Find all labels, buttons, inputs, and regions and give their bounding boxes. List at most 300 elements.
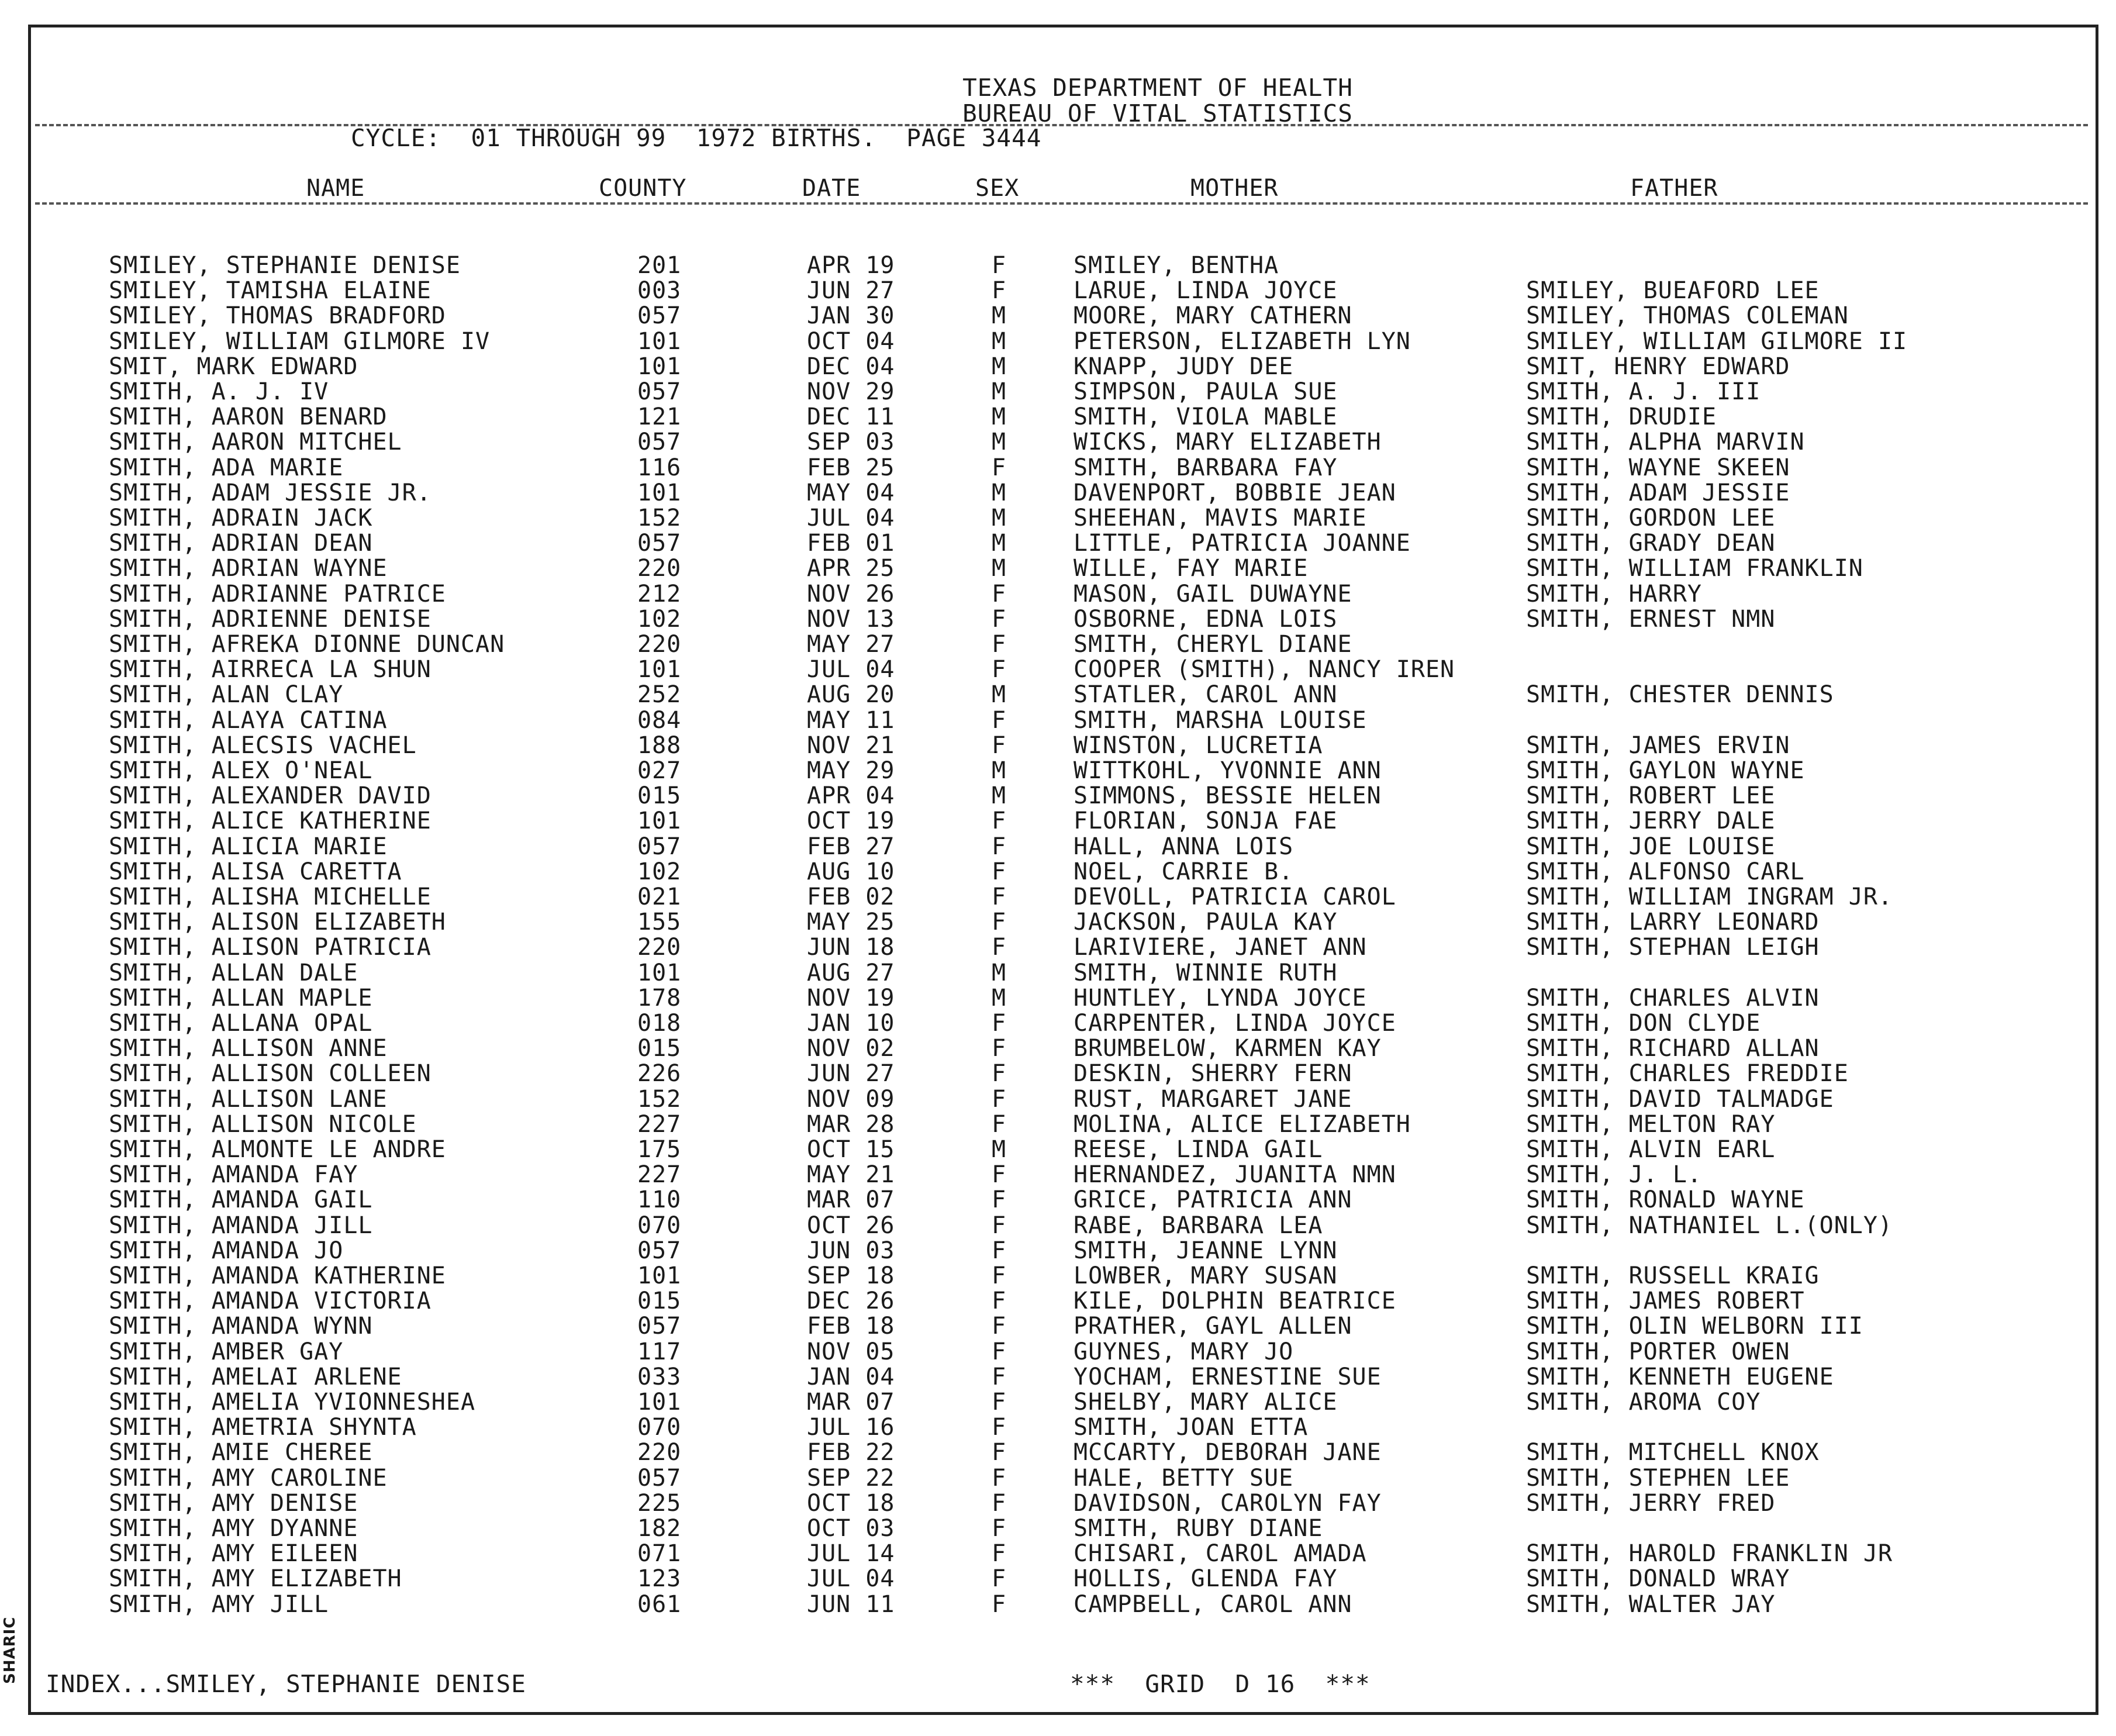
cell-mother: GUYNES, MARY JO <box>1073 1338 1294 1365</box>
cell-mother: WITTKOHL, YVONNIE ANN <box>1073 757 1382 784</box>
cell-sex: F <box>992 1439 1007 1466</box>
table-row <box>0 682 2116 707</box>
cell-mother: FLORIAN, SONJA FAE <box>1073 807 1338 835</box>
table-row <box>0 1339 2116 1365</box>
cell-name: SMITH, AMELAI ARLENE <box>109 1363 402 1390</box>
cell-mother: HUNTLEY, LYNDA JOYCE <box>1073 984 1367 1012</box>
cell-name: SMITH, ALEXANDER DAVID <box>109 782 432 810</box>
cell-sex: F <box>992 631 1007 658</box>
index-line: INDEX...SMILEY, STEPHANIE DENISE <box>46 1670 526 1698</box>
cell-name: SMITH, AMANDA VICTORIA <box>109 1288 432 1315</box>
cell-father: SMILEY, BUEAFORD LEE <box>1526 277 1820 305</box>
table-row <box>0 808 2116 834</box>
column-header-name: NAME <box>306 175 365 202</box>
cell-name: SMITH, ADA MARIE <box>109 454 344 481</box>
cell-name: SMITH, AARON MITCHEL <box>109 429 402 456</box>
cell-sex: M <box>992 984 1007 1012</box>
cell-sex: M <box>992 959 1007 986</box>
cell-name: SMILEY, THOMAS BRADFORD <box>109 302 446 330</box>
cell-mother: MOLINA, ALICE ELIZABETH <box>1073 1110 1411 1138</box>
table-row <box>0 1061 2116 1086</box>
cell-date: MAY 21 <box>807 1161 895 1189</box>
cell-county: 070 <box>637 1414 682 1441</box>
cell-father: SMILEY, THOMAS COLEMAN <box>1526 302 1849 330</box>
cell-father: SMITH, HARRY <box>1526 580 1702 608</box>
column-header-mother: MOTHER <box>1190 175 1279 202</box>
cell-sex: F <box>992 1186 1007 1214</box>
table-row <box>0 1288 2116 1314</box>
cell-name: SMITH, ALECSIS VACHEL <box>109 731 417 759</box>
cell-county: 220 <box>637 934 682 961</box>
cell-sex: M <box>992 479 1007 506</box>
cell-father: SMITH, CHARLES ALVIN <box>1526 984 1820 1012</box>
table-row <box>0 884 2116 910</box>
cell-sex: F <box>992 1288 1007 1315</box>
cell-sex: F <box>992 656 1007 684</box>
table-row <box>0 859 2116 885</box>
cell-date: OCT 15 <box>807 1136 895 1163</box>
cell-date: NOV 02 <box>807 1035 895 1062</box>
table-row <box>0 1187 2116 1213</box>
cell-sex: M <box>992 327 1007 355</box>
table-row <box>0 783 2116 809</box>
table-row <box>0 303 2116 329</box>
cell-county: 101 <box>637 1262 682 1289</box>
cell-mother: SIMPSON, PAULA SUE <box>1073 378 1338 405</box>
cell-sex: F <box>992 1338 1007 1365</box>
table-row <box>0 480 2116 506</box>
cell-name: SMITH, ADRIAN DEAN <box>109 530 373 557</box>
cell-date: FEB 27 <box>807 833 895 860</box>
cell-county: 003 <box>637 277 682 305</box>
cell-name: SMITH, AIRRECA LA SHUN <box>109 656 432 684</box>
cell-date: MAY 29 <box>807 757 895 784</box>
cell-county: 212 <box>637 580 682 608</box>
cell-mother: SMITH, MARSHA LOUISE <box>1073 706 1367 734</box>
cell-father: SMITH, RICHARD ALLAN <box>1526 1035 1820 1062</box>
cell-sex: M <box>992 353 1007 380</box>
cell-date: DEC 11 <box>807 403 895 431</box>
cell-mother: MCCARTY, DEBORAH JANE <box>1073 1439 1382 1466</box>
cell-county: 226 <box>637 1060 682 1088</box>
table-row <box>0 530 2116 556</box>
table-row <box>0 1238 2116 1264</box>
cell-county: 084 <box>637 706 682 734</box>
cell-sex: M <box>992 681 1007 709</box>
cell-mother: HALL, ANNA LOIS <box>1073 833 1294 860</box>
table-row <box>0 354 2116 379</box>
cell-mother: PRATHER, GAYL ALLEN <box>1073 1313 1352 1340</box>
cell-county: 152 <box>637 505 682 532</box>
table-row <box>0 1440 2116 1465</box>
cell-date: OCT 18 <box>807 1489 895 1517</box>
cell-county: 227 <box>637 1110 682 1138</box>
cell-name: SMITH, AFREKA DIONNE DUNCAN <box>109 631 505 658</box>
table-row <box>0 1162 2116 1188</box>
cell-mother: LITTLE, PATRICIA JOANNE <box>1073 530 1411 557</box>
cell-sex: F <box>992 909 1007 936</box>
cell-sex: F <box>992 1464 1007 1492</box>
cell-father: SMITH, JAMES ERVIN <box>1526 731 1790 759</box>
cell-county: 152 <box>637 1085 682 1113</box>
cell-sex: F <box>992 833 1007 860</box>
cell-name: SMITH, ADRAIN JACK <box>109 505 373 532</box>
cell-father: SMIT, HENRY EDWARD <box>1526 353 1790 380</box>
table-row <box>0 1036 2116 1061</box>
cell-county: 101 <box>637 479 682 506</box>
cell-mother: LARUE, LINDA JOYCE <box>1073 277 1338 305</box>
cell-county: 027 <box>637 757 682 784</box>
cell-mother: NOEL, CARRIE B. <box>1073 858 1294 885</box>
cell-father: SMITH, CHESTER DENNIS <box>1526 681 1834 709</box>
cell-sex: M <box>992 378 1007 405</box>
cell-date: DEC 26 <box>807 1288 895 1315</box>
cell-mother: LOWBER, MARY SUSAN <box>1073 1262 1338 1289</box>
cell-date: MAY 25 <box>807 909 895 936</box>
cell-county: 057 <box>637 530 682 557</box>
cell-name: SMIT, MARK EDWARD <box>109 353 358 380</box>
cell-sex: M <box>992 403 1007 431</box>
cell-sex: F <box>992 1237 1007 1264</box>
cell-county: 225 <box>637 1489 682 1517</box>
cell-sex: F <box>992 1110 1007 1138</box>
cell-mother: SMITH, BARBARA FAY <box>1073 454 1338 481</box>
cell-county: 117 <box>637 1338 682 1365</box>
cell-name: SMILEY, TAMISHA ELAINE <box>109 277 432 305</box>
cell-name: SMITH, AMY EILEEN <box>109 1540 358 1568</box>
cell-sex: M <box>992 555 1007 582</box>
cell-date: NOV 09 <box>807 1085 895 1113</box>
cell-mother: YOCHAM, ERNESTINE SUE <box>1073 1363 1382 1390</box>
cell-name: SMITH, ALEX O'NEAL <box>109 757 373 784</box>
cell-date: JUN 27 <box>807 1060 895 1088</box>
table-row <box>0 909 2116 935</box>
cell-date: JAN 30 <box>807 302 895 330</box>
cell-father: SMITH, GORDON LEE <box>1526 505 1776 532</box>
cell-father: SMITH, KENNETH EUGENE <box>1526 1363 1834 1390</box>
table-row <box>0 631 2116 657</box>
cell-name: SMILEY, STEPHANIE DENISE <box>109 252 461 279</box>
cell-mother: SMITH, JEANNE LYNN <box>1073 1237 1338 1264</box>
cell-county: 033 <box>637 1363 682 1390</box>
cell-father: SMITH, GRADY DEAN <box>1526 530 1776 557</box>
cell-sex: F <box>992 1515 1007 1542</box>
table-row <box>0 1263 2116 1289</box>
table-row <box>0 1137 2116 1162</box>
cell-name: SMITH, ALLISON ANNE <box>109 1035 388 1062</box>
cell-date: APR 25 <box>807 555 895 582</box>
column-header-sex: SEX <box>975 175 1020 202</box>
table-row <box>0 657 2116 682</box>
cell-mother: SHELBY, MARY ALICE <box>1073 1389 1338 1416</box>
cell-mother: JACKSON, PAULA KAY <box>1073 909 1338 936</box>
cell-county: 220 <box>637 555 682 582</box>
cell-date: SEP 18 <box>807 1262 895 1289</box>
table-row <box>0 1414 2116 1440</box>
cell-name: SMITH, AMY CAROLINE <box>109 1464 388 1492</box>
cell-date: OCT 26 <box>807 1212 895 1239</box>
cell-county: 102 <box>637 858 682 885</box>
cell-mother: HALE, BETTY SUE <box>1073 1464 1294 1492</box>
cell-father: SMITH, MITCHELL KNOX <box>1526 1439 1820 1466</box>
cell-mother: SMITH, VIOLA MABLE <box>1073 403 1338 431</box>
cell-date: AUG 10 <box>807 858 895 885</box>
cell-county: 201 <box>637 252 682 279</box>
cell-father: SMITH, ERNEST NMN <box>1526 605 1776 633</box>
grid-line: *** GRID D 16 *** <box>1070 1670 1371 1698</box>
cell-sex: F <box>992 454 1007 481</box>
cell-sex: F <box>992 1262 1007 1289</box>
table-row <box>0 581 2116 607</box>
cell-date: NOV 21 <box>807 731 895 759</box>
table-row <box>0 329 2116 354</box>
cell-sex: F <box>992 1010 1007 1037</box>
cell-father: SMITH, JOE LOUISE <box>1526 833 1776 860</box>
cell-name: SMITH, AMIE CHEREE <box>109 1439 373 1466</box>
cell-mother: STATLER, CAROL ANN <box>1073 681 1338 709</box>
cell-mother: GRICE, PATRICIA ANN <box>1073 1186 1352 1214</box>
table-row <box>0 606 2116 632</box>
cell-name: SMITH, ALLAN DALE <box>109 959 358 986</box>
cell-sex: M <box>992 429 1007 456</box>
cell-name: SMITH, AMANDA KATHERINE <box>109 1262 446 1289</box>
cell-date: MAY 04 <box>807 479 895 506</box>
table-row <box>0 758 2116 784</box>
cell-father: SMITH, ALVIN EARL <box>1526 1136 1776 1163</box>
cell-mother: SIMMONS, BESSIE HELEN <box>1073 782 1382 810</box>
cell-father: SMITH, JERRY FRED <box>1526 1489 1776 1517</box>
cell-name: SMITH, ALLAN MAPLE <box>109 984 373 1012</box>
cell-date: JUL 16 <box>807 1414 895 1441</box>
cell-mother: KNAPP, JUDY DEE <box>1073 353 1294 380</box>
cell-date: FEB 01 <box>807 530 895 557</box>
cell-mother: DESKIN, SHERRY FERN <box>1073 1060 1352 1088</box>
cell-sex: F <box>992 731 1007 759</box>
cell-sex: F <box>992 1035 1007 1062</box>
cell-county: 188 <box>637 731 682 759</box>
cell-county: 015 <box>637 1035 682 1062</box>
cell-father: SMITH, DON CLYDE <box>1526 1010 1761 1037</box>
cell-father: SMITH, RONALD WAYNE <box>1526 1186 1805 1214</box>
table-row <box>0 960 2116 986</box>
cell-name: SMITH, AMBER GAY <box>109 1338 344 1365</box>
cell-father: SMITH, JERRY DALE <box>1526 807 1776 835</box>
cell-county: 057 <box>637 1313 682 1340</box>
cell-father: SMITH, WILLIAM FRANKLIN <box>1526 555 1863 582</box>
cell-sex: F <box>992 580 1007 608</box>
cell-date: JUN 11 <box>807 1590 895 1618</box>
cell-name: SMITH, AMY DYANNE <box>109 1515 358 1542</box>
cell-name: SMITH, AMANDA GAIL <box>109 1186 373 1214</box>
cell-county: 057 <box>637 1237 682 1264</box>
cell-father: SMITH, ALPHA MARVIN <box>1526 429 1805 456</box>
cell-sex: F <box>992 858 1007 885</box>
cell-county: 101 <box>637 353 682 380</box>
cell-name: SMITH, ALISON PATRICIA <box>109 934 432 961</box>
cell-father: SMITH, DONALD WRAY <box>1526 1565 1790 1593</box>
table-row <box>0 1010 2116 1036</box>
cell-mother: HOLLIS, GLENDA FAY <box>1073 1565 1338 1593</box>
table-row <box>0 1566 2116 1592</box>
cell-date: JUL 14 <box>807 1540 895 1568</box>
cell-father: SMILEY, WILLIAM GILMORE II <box>1526 327 1908 355</box>
cell-mother: SMILEY, BENTHA <box>1073 252 1279 279</box>
cell-county: 057 <box>637 1464 682 1492</box>
cell-county: 110 <box>637 1186 682 1214</box>
cell-sex: F <box>992 1085 1007 1113</box>
cell-county: 121 <box>637 403 682 431</box>
cell-name: SMITH, A. J. IV <box>109 378 329 405</box>
table-row <box>0 1389 2116 1415</box>
table-row <box>0 555 2116 581</box>
cell-date: OCT 04 <box>807 327 895 355</box>
cell-father: SMITH, J. L. <box>1526 1161 1702 1189</box>
table-row <box>0 1490 2116 1516</box>
cell-county: 018 <box>637 1010 682 1037</box>
agency-title: TEXAS DEPARTMENT OF HEALTH <box>962 74 1353 102</box>
cell-mother: WILLE, FAY MARIE <box>1073 555 1309 582</box>
cell-county: 101 <box>637 1389 682 1416</box>
cell-sex: F <box>992 934 1007 961</box>
cell-sex: F <box>992 706 1007 734</box>
table-row <box>0 834 2116 860</box>
cell-mother: KILE, DOLPHIN BEATRICE <box>1073 1288 1396 1315</box>
cell-father: SMITH, HAROLD FRANKLIN JR <box>1526 1540 1893 1568</box>
cell-mother: CAMPBELL, CAROL ANN <box>1073 1590 1352 1618</box>
table-row <box>0 1112 2116 1137</box>
cell-date: NOV 13 <box>807 605 895 633</box>
cell-date: JUN 03 <box>807 1237 895 1264</box>
cell-county: 101 <box>637 807 682 835</box>
cell-sex: F <box>992 1212 1007 1239</box>
cell-date: APR 04 <box>807 782 895 810</box>
cell-name: SMITH, ALAN CLAY <box>109 681 344 709</box>
cell-mother: RABE, BARBARA LEA <box>1073 1212 1323 1239</box>
table-row <box>0 1313 2116 1339</box>
cell-county: 220 <box>637 631 682 658</box>
cell-mother: SMITH, CHERYL DIANE <box>1073 631 1352 658</box>
cell-mother: BRUMBELOW, KARMEN KAY <box>1073 1035 1382 1062</box>
cell-county: 101 <box>637 656 682 684</box>
cell-date: FEB 22 <box>807 1439 895 1466</box>
cell-county: 155 <box>637 909 682 936</box>
cell-name: SMITH, ALICIA MARIE <box>109 833 388 860</box>
cell-county: 102 <box>637 605 682 633</box>
table-row <box>0 1592 2116 1617</box>
cell-county: 057 <box>637 378 682 405</box>
cell-mother: DAVIDSON, CAROLYN FAY <box>1073 1489 1382 1517</box>
cell-county: 071 <box>637 1540 682 1568</box>
cell-father: SMITH, PORTER OWEN <box>1526 1338 1790 1365</box>
cell-date: OCT 03 <box>807 1515 895 1542</box>
cell-county: 015 <box>637 782 682 810</box>
cell-father: SMITH, DRUDIE <box>1526 403 1717 431</box>
cell-sex: M <box>992 782 1007 810</box>
column-header-date: DATE <box>802 175 861 202</box>
cell-father: SMITH, WALTER JAY <box>1526 1590 1776 1618</box>
cell-mother: PETERSON, ELIZABETH LYN <box>1073 327 1411 355</box>
cell-name: SMITH, AARON BENARD <box>109 403 388 431</box>
cell-sex: M <box>992 1136 1007 1163</box>
table-row <box>0 1541 2116 1566</box>
table-row <box>0 404 2116 430</box>
table-row <box>0 505 2116 531</box>
cell-county: 101 <box>637 959 682 986</box>
cell-mother: RUST, MARGARET JANE <box>1073 1085 1352 1113</box>
cell-name: SMITH, AMANDA JO <box>109 1237 344 1264</box>
cell-date: NOV 05 <box>807 1338 895 1365</box>
cell-father: SMITH, ADAM JESSIE <box>1526 479 1790 506</box>
cell-date: JAN 10 <box>807 1010 895 1037</box>
cell-date: FEB 02 <box>807 883 895 910</box>
cell-mother: SMITH, JOAN ETTA <box>1073 1414 1309 1441</box>
side-mark: SHARIC <box>1 1616 19 1684</box>
column-header-father: FATHER <box>1630 175 1718 202</box>
cell-sex: F <box>992 1313 1007 1340</box>
cell-father: SMITH, JAMES ROBERT <box>1526 1288 1805 1315</box>
cell-date: MAR 07 <box>807 1389 895 1416</box>
cell-mother: CARPENTER, LINDA JOYCE <box>1073 1010 1396 1037</box>
cell-county: 178 <box>637 984 682 1012</box>
cell-mother: SMITH, WINNIE RUTH <box>1073 959 1338 986</box>
cell-county: 227 <box>637 1161 682 1189</box>
cell-date: MAR 28 <box>807 1110 895 1138</box>
cell-date: FEB 18 <box>807 1313 895 1340</box>
cell-date: APR 19 <box>807 252 895 279</box>
table-row <box>0 253 2116 278</box>
cell-name: SMITH, ALISA CARETTA <box>109 858 402 885</box>
cell-county: 175 <box>637 1136 682 1163</box>
cell-mother: SHEEHAN, MAVIS MARIE <box>1073 505 1367 532</box>
cell-name: SMILEY, WILLIAM GILMORE IV <box>109 327 491 355</box>
cell-father: SMITH, RUSSELL KRAIG <box>1526 1262 1820 1289</box>
cell-mother: REESE, LINDA GAIL <box>1073 1136 1323 1163</box>
cell-mother: LARIVIERE, JANET ANN <box>1073 934 1367 961</box>
cell-father: SMITH, ALFONSO CARL <box>1526 858 1805 885</box>
cell-mother: MASON, GAIL DUWAYNE <box>1073 580 1352 608</box>
cell-name: SMITH, ALMONTE LE ANDRE <box>109 1136 446 1163</box>
cell-name: SMITH, ADRIAN WAYNE <box>109 555 388 582</box>
cell-mother: HERNANDEZ, JUANITA NMN <box>1073 1161 1396 1189</box>
cell-name: SMITH, ALLISON NICOLE <box>109 1110 417 1138</box>
divider-line <box>35 202 2088 205</box>
table-row <box>0 429 2116 455</box>
cell-sex: M <box>992 757 1007 784</box>
cell-father: SMITH, WILLIAM INGRAM JR. <box>1526 883 1893 910</box>
cell-father: SMITH, GAYLON WAYNE <box>1526 757 1805 784</box>
cell-sex: F <box>992 1414 1007 1441</box>
cell-name: SMITH, ALLISON COLLEEN <box>109 1060 432 1088</box>
cell-sex: F <box>992 277 1007 305</box>
cell-date: JUL 04 <box>807 1565 895 1593</box>
cell-sex: F <box>992 1489 1007 1517</box>
cell-father: SMITH, MELTON RAY <box>1526 1110 1776 1138</box>
cell-sex: M <box>992 530 1007 557</box>
cell-sex: F <box>992 1590 1007 1618</box>
cell-county: 057 <box>637 429 682 456</box>
cell-sex: F <box>992 807 1007 835</box>
bureau-title: BUREAU OF VITAL STATISTICS <box>962 99 1353 127</box>
table-row <box>0 1086 2116 1112</box>
cell-name: SMITH, ALICE KATHERINE <box>109 807 432 835</box>
table-row <box>0 1213 2116 1238</box>
cell-sex: F <box>992 605 1007 633</box>
cell-father: SMITH, AROMA COY <box>1526 1389 1761 1416</box>
cell-date: MAY 27 <box>807 631 895 658</box>
cell-father: SMITH, OLIN WELBORN III <box>1526 1313 1863 1340</box>
cell-date: NOV 26 <box>807 580 895 608</box>
cell-name: SMITH, ALLISON LANE <box>109 1085 388 1113</box>
